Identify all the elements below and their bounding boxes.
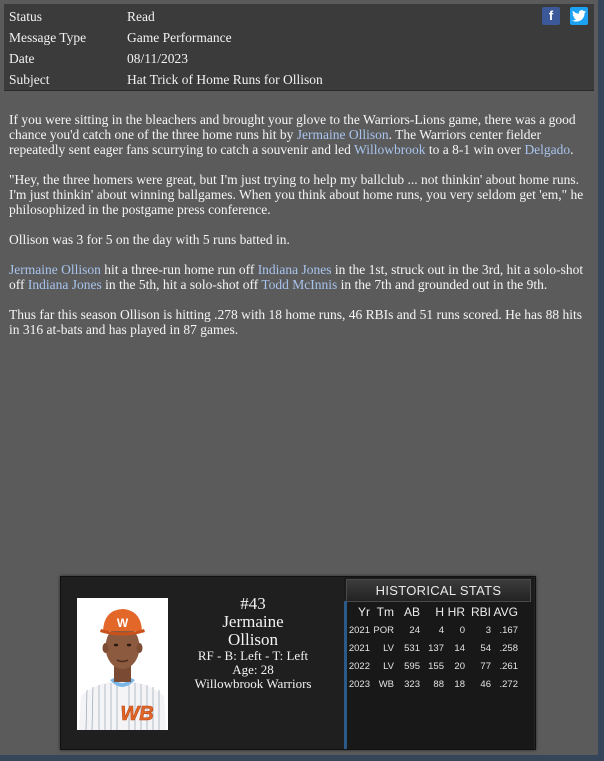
facebook-share-button[interactable] (542, 7, 560, 25)
player-card-info (61, 577, 344, 749)
article-paragraph-3: Ollison was 3 for 5 on the day with 5 runs batted in. (9, 232, 290, 247)
player-first-name[interactable]: Jermaine (222, 612, 284, 631)
cell-tm: LV (383, 660, 394, 672)
player-card (60, 576, 536, 750)
column-header-h[interactable]: H (435, 605, 444, 619)
column-header-ab[interactable]: AB (403, 605, 420, 619)
cell-tm: LV (383, 642, 394, 654)
cell-h: 155 (428, 660, 444, 672)
jersey-logo: WB (120, 703, 154, 725)
text: . The Warriors center fielder repeatedly sent eager fans scurrying to catch a souvenir and led (9, 127, 542, 157)
article-paragraph-1 (9, 112, 591, 157)
cell-yr: 2023 (348, 678, 370, 690)
cell-rbi: 77 (480, 660, 491, 672)
date-value: 08/11/2023 (127, 51, 189, 66)
cell-ab: 595 (404, 660, 420, 672)
column-header-tm[interactable]: Tm (376, 605, 394, 619)
player-number: #43 (240, 594, 266, 613)
player-link-indiana-jones[interactable]: Indiana Jones (27, 277, 102, 292)
cell-ab: 323 (404, 678, 420, 690)
cell-avg: .258 (499, 642, 518, 654)
date-label: Date (9, 51, 35, 66)
cell-avg: .272 (499, 678, 518, 690)
player-link-jermaine-ollison[interactable]: Jermaine Ollison (9, 262, 101, 277)
article-paragraph-4 (9, 262, 591, 292)
stats-header-row (347, 603, 518, 621)
message-type-label: Message Type (9, 30, 87, 45)
subject-label: Subject (9, 72, 50, 87)
cell-rbi: 54 (480, 642, 491, 654)
player-link-jermaine-ollison[interactable]: Jermaine Ollison (296, 127, 389, 142)
cell-hr: 14 (454, 642, 465, 654)
text: If you were sitting in the bleachers and brought your glove to the Warriors-Lions game, there was a good chance you'd catch one of the three home runs hit by (9, 112, 576, 142)
table-row (347, 621, 518, 639)
message-header (4, 4, 594, 91)
player-team[interactable]: Willowbrook Warriors (194, 676, 312, 691)
article-paragraph-5: Thus far this season Ollison is hitting .278 with 18 home runs, 46 RBIs and 51 runs scored. He has 88 hits in 316 at-bats and has played in 87 games. (9, 307, 582, 337)
cell-yr: 2021 (348, 642, 370, 654)
cell-h: 137 (428, 642, 444, 654)
historical-stats-table (347, 603, 518, 693)
subject-value: Hat Trick of Home Runs for Ollison (127, 72, 323, 87)
text: to a 8-1 win over (425, 142, 525, 157)
cell-h: 4 (438, 624, 444, 636)
player-portrait[interactable] (77, 598, 168, 730)
table-row (347, 675, 518, 693)
twitter-icon (572, 10, 586, 22)
text: in the 1st, struck out in the 3rd, hit a solo-shot off (9, 262, 584, 292)
column-header-avg[interactable]: AVG (493, 605, 518, 619)
cell-ab: 531 (404, 642, 420, 654)
article-paragraph-2: "Hey, the three homers were great, but I'm just trying to help my ballclub ... not thinkin' about home runs. I'm just thinkin' about winning ballgames. When you think about home runs, you very seldom get 'em," he philosophized in the postgame press conference. (9, 172, 584, 217)
player-age: Age: 28 (232, 662, 274, 677)
text: hit a three-run home run off (100, 262, 258, 277)
cell-tm: WB (378, 678, 394, 690)
player-info (183, 595, 323, 691)
cell-hr: 0 (459, 624, 465, 636)
text: in the 5th, hit a solo-shot off (101, 277, 262, 292)
column-header-rbi[interactable]: RBI (470, 605, 491, 619)
facebook-icon: f (548, 8, 554, 23)
player-last-name[interactable]: Ollison (227, 630, 279, 649)
cell-yr: 2022 (348, 660, 370, 672)
cell-rbi: 3 (485, 624, 491, 636)
status-value: Read (127, 9, 155, 24)
table-row (347, 639, 518, 657)
player-positions: RF - B: Left - T: Left (197, 648, 309, 663)
player-avatar-icon (77, 598, 168, 730)
message-type-value: Game Performance (127, 30, 232, 45)
cell-rbi: 46 (480, 678, 491, 690)
team-link-delgado[interactable]: Delgado (524, 142, 571, 157)
column-header-yr[interactable]: Yr (358, 605, 370, 619)
cell-avg: .261 (499, 660, 518, 672)
player-link-indiana-jones[interactable]: Indiana Jones (257, 262, 332, 277)
historical-stats-panel (344, 577, 534, 749)
player-link-todd-mcinnis[interactable]: Todd McInnis (261, 277, 338, 292)
historical-stats-title: HISTORICAL STATS (346, 579, 531, 602)
twitter-share-button[interactable] (570, 7, 588, 25)
team-link-willowbrook[interactable]: Willowbrook (354, 142, 426, 157)
cell-ab: 24 (409, 624, 420, 636)
text: in the 7th and grounded out in the 9th. (337, 277, 548, 292)
window-frame-bottom (0, 755, 604, 761)
cell-hr: 20 (454, 660, 465, 672)
cell-hr: 18 (454, 678, 465, 690)
panel-accent-edge (344, 601, 347, 749)
cap-logo: W (116, 616, 129, 630)
window-frame-right (598, 0, 604, 761)
table-row (347, 657, 518, 675)
article-body (9, 112, 591, 352)
column-header-hr[interactable]: HR (447, 605, 465, 619)
cell-yr: 2021 (348, 624, 370, 636)
text: . (570, 142, 574, 157)
status-label: Status (9, 9, 43, 24)
cell-avg: .167 (499, 624, 518, 636)
cell-h: 88 (433, 678, 444, 690)
cell-tm: POR (373, 624, 394, 636)
